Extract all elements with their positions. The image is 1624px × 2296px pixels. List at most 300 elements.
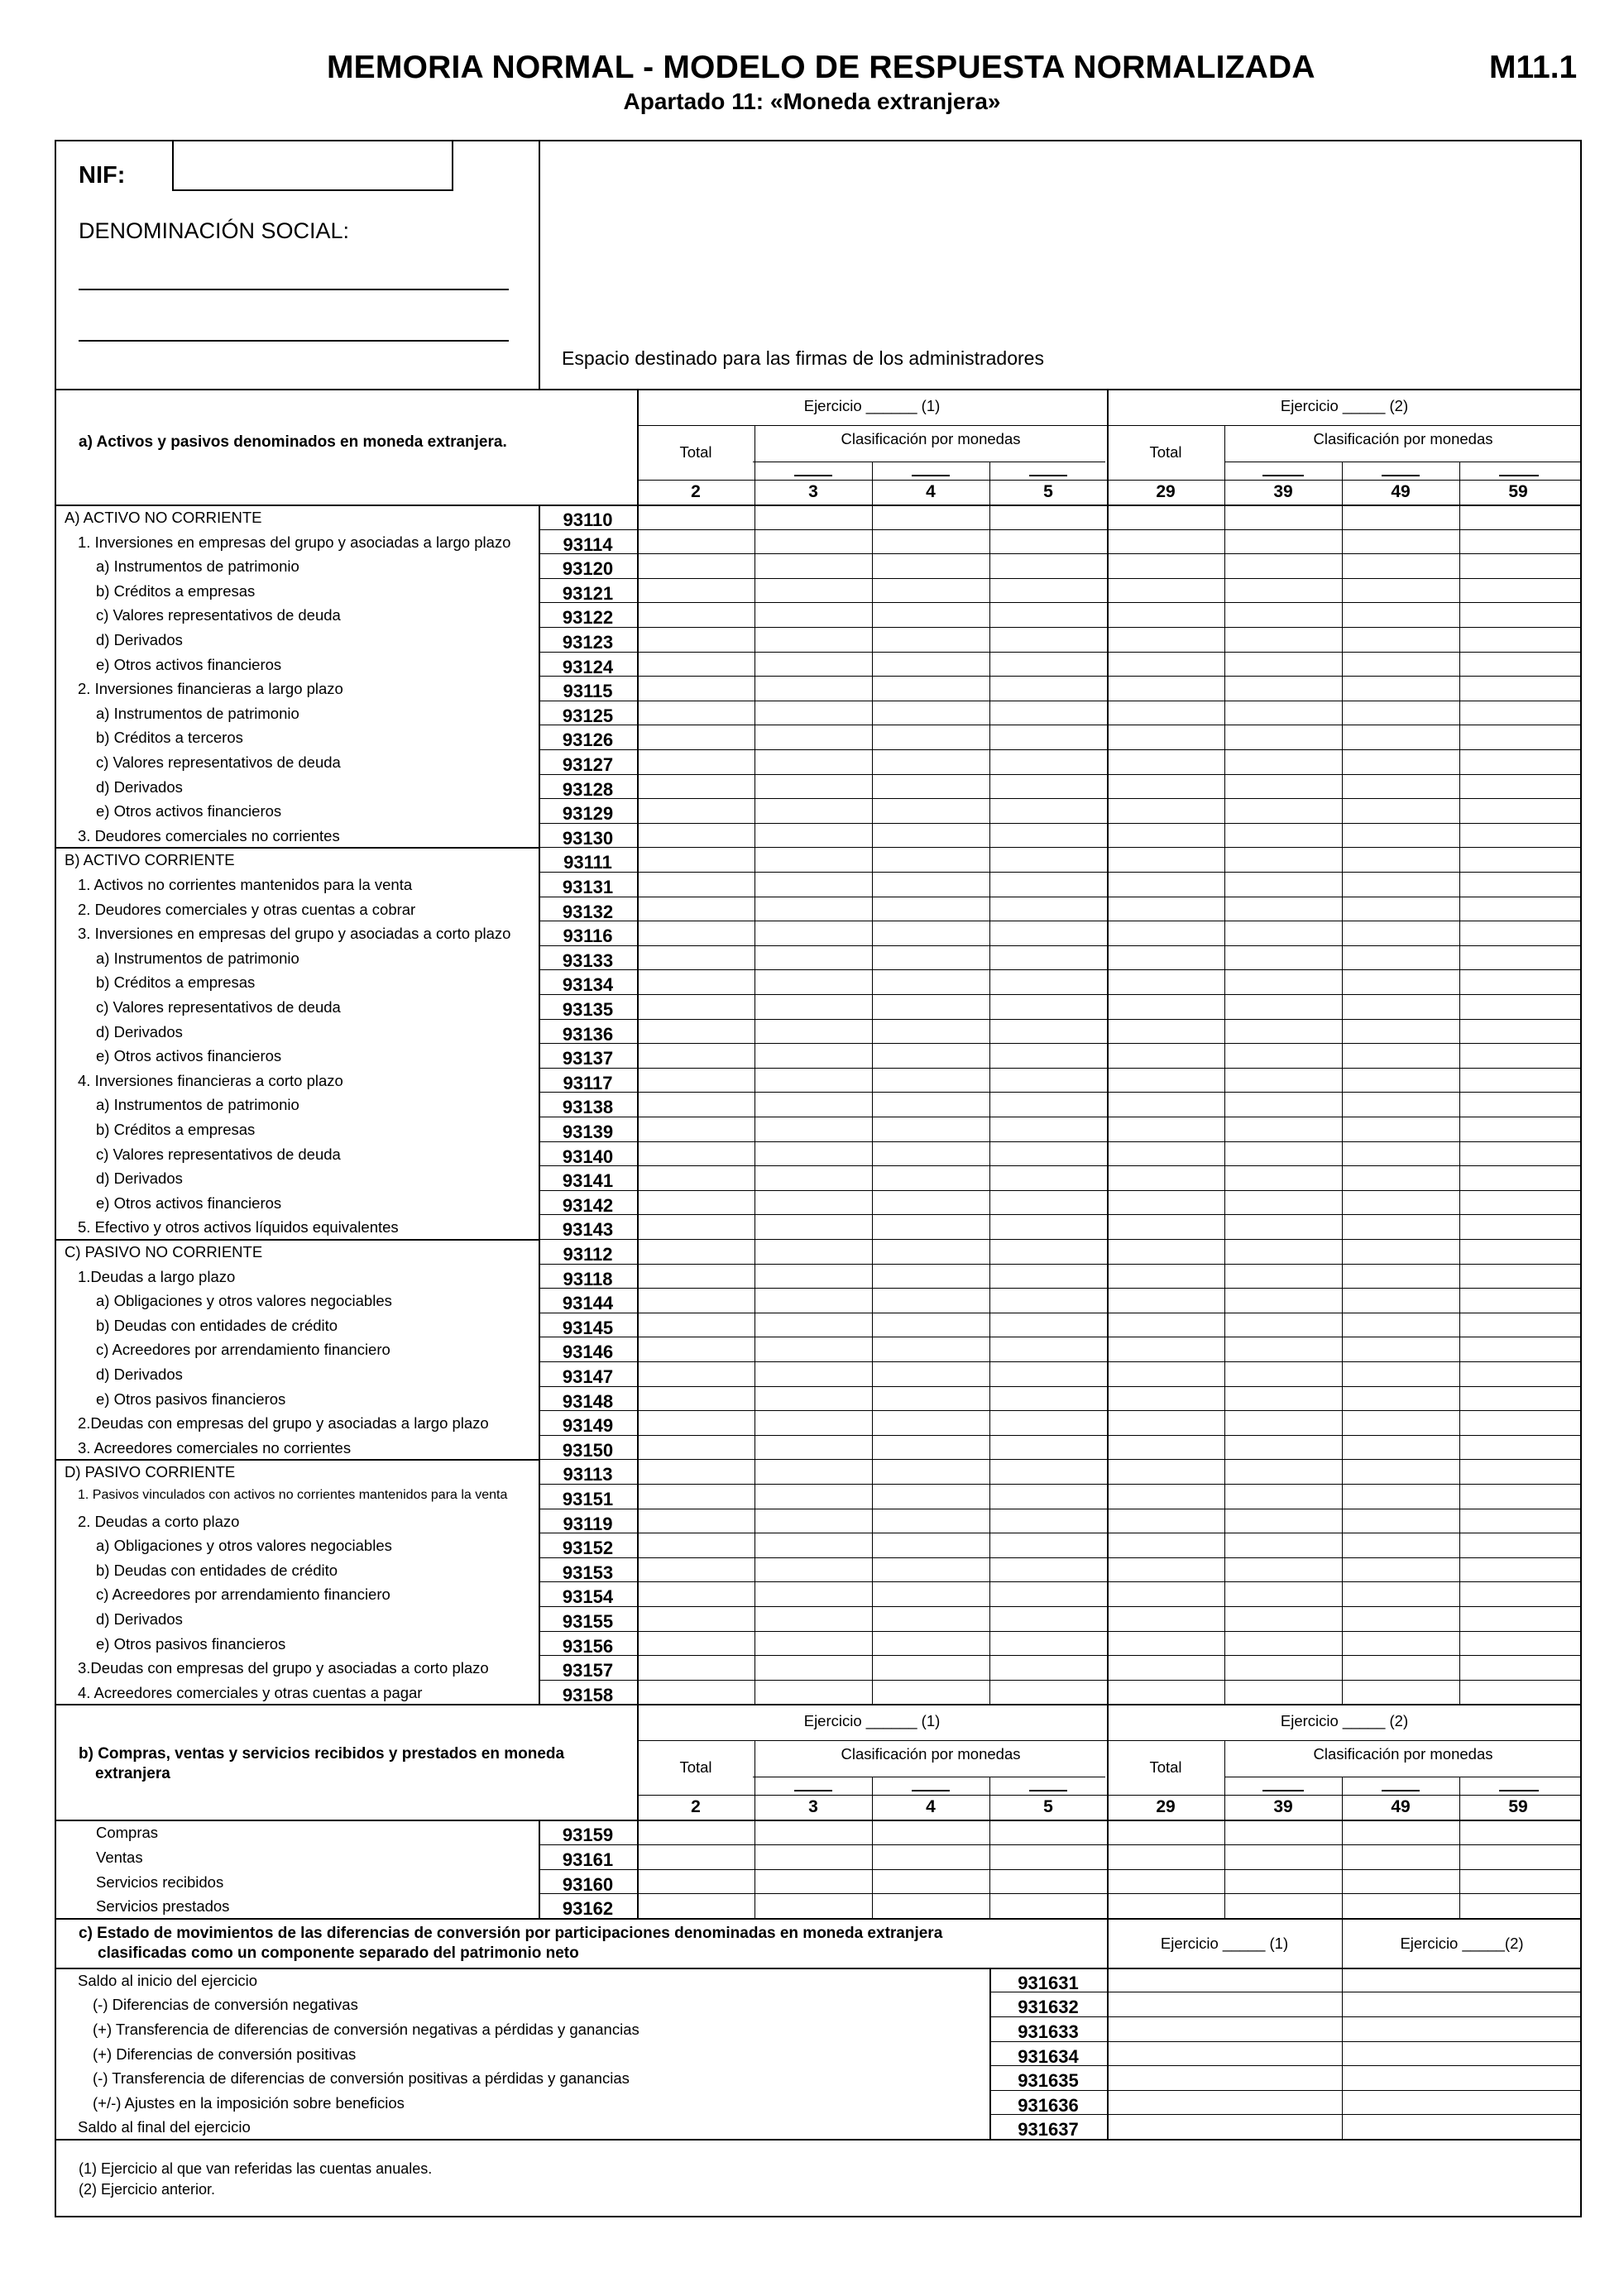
section-c-input-cell[interactable] <box>1108 1992 1341 2016</box>
section_a-input-cell[interactable] <box>755 505 871 529</box>
section_a-input-cell[interactable] <box>1343 1436 1459 1459</box>
section_a-input-cell[interactable] <box>1343 1337 1459 1361</box>
section_a-input-cell[interactable] <box>1460 799 1576 822</box>
section_a-input-cell[interactable] <box>1225 677 1341 700</box>
section_a-input-cell[interactable] <box>1225 725 1341 749</box>
section_b-input-cell[interactable] <box>1108 1870 1224 1893</box>
section_a-input-cell[interactable] <box>638 579 754 602</box>
section_a-input-cell[interactable] <box>1108 1362 1224 1385</box>
section_a-input-cell[interactable] <box>1225 579 1341 602</box>
section_b-input-cell[interactable] <box>1225 1870 1341 1893</box>
section_a-input-cell[interactable] <box>990 799 1106 822</box>
section_a-input-cell[interactable] <box>1460 628 1576 651</box>
section_a-input-cell[interactable] <box>1343 1215 1459 1238</box>
section_a-input-cell[interactable] <box>1225 603 1341 626</box>
section_a-input-cell[interactable] <box>1108 530 1224 553</box>
section_b-input-cell[interactable] <box>755 1820 871 1844</box>
section_a-input-cell[interactable] <box>1460 1582 1576 1605</box>
section_a-input-cell[interactable] <box>1343 701 1459 725</box>
section_a-input-cell[interactable] <box>1343 921 1459 945</box>
section_a-input-cell[interactable] <box>755 1362 871 1385</box>
section_a-input-cell[interactable] <box>873 1117 989 1141</box>
section_a-input-cell[interactable] <box>638 1411 754 1434</box>
section_a-input-cell[interactable] <box>638 1215 754 1238</box>
section_a-input-cell[interactable] <box>1343 1533 1459 1557</box>
section_a-input-cell[interactable] <box>1225 554 1341 577</box>
section_a-input-cell[interactable] <box>990 1215 1106 1238</box>
section_a-input-cell[interactable] <box>990 1607 1106 1630</box>
section_a-input-cell[interactable] <box>755 750 871 773</box>
section_a-input-cell[interactable] <box>873 970 989 993</box>
section_a-input-cell[interactable] <box>638 946 754 969</box>
section_a-input-cell[interactable] <box>755 530 871 553</box>
section_a-input-cell[interactable] <box>1343 946 1459 969</box>
section_a-input-cell[interactable] <box>1108 995 1224 1018</box>
section_a-input-cell[interactable] <box>1460 1632 1576 1655</box>
section_a-input-cell[interactable] <box>638 1020 754 1043</box>
section_a-input-cell[interactable] <box>873 1460 989 1483</box>
section_a-input-cell[interactable] <box>990 1681 1106 1704</box>
section_a-input-cell[interactable] <box>1225 1044 1341 1067</box>
section_a-input-cell[interactable] <box>755 1558 871 1581</box>
currency-blank-a-2[interactable] <box>1029 475 1067 476</box>
section_a-input-cell[interactable] <box>1225 1411 1341 1434</box>
section_a-input-cell[interactable] <box>990 775 1106 798</box>
section_a-input-cell[interactable] <box>873 1607 989 1630</box>
section_a-input-cell[interactable] <box>1343 799 1459 822</box>
section_a-input-cell[interactable] <box>990 1558 1106 1581</box>
section_a-input-cell[interactable] <box>755 848 871 871</box>
currency-blank-a-1[interactable] <box>912 475 950 476</box>
section_a-input-cell[interactable] <box>638 1337 754 1361</box>
section_a-input-cell[interactable] <box>1108 921 1224 945</box>
section_a-input-cell[interactable] <box>990 1362 1106 1385</box>
currency-blank-b-0[interactable] <box>794 1790 832 1791</box>
denominacion-line-1[interactable] <box>79 289 509 290</box>
section_a-input-cell[interactable] <box>1343 824 1459 847</box>
section_a-input-cell[interactable] <box>1108 970 1224 993</box>
section_a-input-cell[interactable] <box>755 775 871 798</box>
section_a-input-cell[interactable] <box>990 725 1106 749</box>
section_a-input-cell[interactable] <box>1460 848 1576 871</box>
section_b-input-cell[interactable] <box>873 1820 989 1844</box>
section_a-input-cell[interactable] <box>873 725 989 749</box>
section_a-input-cell[interactable] <box>1225 1681 1341 1704</box>
section_a-input-cell[interactable] <box>1460 1681 1576 1704</box>
section_a-input-cell[interactable] <box>1343 1509 1459 1533</box>
section_a-input-cell[interactable] <box>1108 1411 1224 1434</box>
section_a-input-cell[interactable] <box>755 1093 871 1116</box>
section_a-input-cell[interactable] <box>755 1411 871 1434</box>
section-c-input-cell[interactable] <box>1108 2042 1341 2065</box>
section_a-input-cell[interactable] <box>755 1265 871 1288</box>
section_a-input-cell[interactable] <box>1460 1240 1576 1263</box>
section_a-input-cell[interactable] <box>638 750 754 773</box>
section_a-input-cell[interactable] <box>1343 1582 1459 1605</box>
section_a-input-cell[interactable] <box>1108 677 1224 700</box>
section_a-input-cell[interactable] <box>873 603 989 626</box>
section_a-input-cell[interactable] <box>873 1411 989 1434</box>
section_a-input-cell[interactable] <box>638 653 754 676</box>
section_a-input-cell[interactable] <box>638 1509 754 1533</box>
currency-blank-a-0[interactable] <box>794 475 832 476</box>
section_a-input-cell[interactable] <box>1225 1558 1341 1581</box>
section_a-input-cell[interactable] <box>1108 1191 1224 1214</box>
section_a-input-cell[interactable] <box>990 505 1106 529</box>
section_a-input-cell[interactable] <box>1225 1020 1341 1043</box>
section_a-input-cell[interactable] <box>755 1607 871 1630</box>
section_a-input-cell[interactable] <box>755 995 871 1018</box>
nif-input[interactable] <box>172 140 453 191</box>
section_a-input-cell[interactable] <box>755 897 871 921</box>
section_a-input-cell[interactable] <box>755 1582 871 1605</box>
section_a-input-cell[interactable] <box>1343 1681 1459 1704</box>
section_a-input-cell[interactable] <box>873 1215 989 1238</box>
section_b-input-cell[interactable] <box>1225 1894 1341 1917</box>
section_a-input-cell[interactable] <box>1343 775 1459 798</box>
section-c-input-cell[interactable] <box>1108 1968 1341 1992</box>
section_a-input-cell[interactable] <box>990 824 1106 847</box>
section_b-input-cell[interactable] <box>1108 1820 1224 1844</box>
section_b-input-cell[interactable] <box>1343 1845 1459 1868</box>
section_a-input-cell[interactable] <box>1108 897 1224 921</box>
section_a-input-cell[interactable] <box>1460 1142 1576 1165</box>
section_a-input-cell[interactable] <box>990 1265 1106 1288</box>
section_a-input-cell[interactable] <box>1225 1582 1341 1605</box>
currency-blank-b-4[interactable] <box>1382 1790 1420 1791</box>
section_a-input-cell[interactable] <box>990 995 1106 1018</box>
section_a-input-cell[interactable] <box>1343 677 1459 700</box>
section_a-input-cell[interactable] <box>873 579 989 602</box>
section_a-input-cell[interactable] <box>1343 1240 1459 1263</box>
section_a-input-cell[interactable] <box>873 1387 989 1410</box>
section_a-input-cell[interactable] <box>638 897 754 921</box>
section_a-input-cell[interactable] <box>1343 848 1459 871</box>
section_a-input-cell[interactable] <box>873 1289 989 1312</box>
section_a-input-cell[interactable] <box>1225 1485 1341 1508</box>
section_a-input-cell[interactable] <box>1460 1069 1576 1092</box>
section_b-input-cell[interactable] <box>990 1820 1106 1844</box>
section_a-input-cell[interactable] <box>755 677 871 700</box>
section_a-input-cell[interactable] <box>873 1632 989 1655</box>
section_a-input-cell[interactable] <box>755 1142 871 1165</box>
section_a-input-cell[interactable] <box>638 1313 754 1337</box>
section_a-input-cell[interactable] <box>1108 505 1224 529</box>
section_a-input-cell[interactable] <box>1225 799 1341 822</box>
section_b-input-cell[interactable] <box>1460 1894 1576 1917</box>
section_a-input-cell[interactable] <box>873 946 989 969</box>
section_a-input-cell[interactable] <box>1108 1265 1224 1288</box>
section_a-input-cell[interactable] <box>1108 1485 1224 1508</box>
section_a-input-cell[interactable] <box>638 1681 754 1704</box>
section_a-input-cell[interactable] <box>990 1166 1106 1189</box>
section_a-input-cell[interactable] <box>1225 995 1341 1018</box>
section_a-input-cell[interactable] <box>638 824 754 847</box>
section_a-input-cell[interactable] <box>755 1681 871 1704</box>
section_a-input-cell[interactable] <box>1460 1166 1576 1189</box>
section_a-input-cell[interactable] <box>1225 1607 1341 1630</box>
section_a-input-cell[interactable] <box>638 505 754 529</box>
section_b-input-cell[interactable] <box>873 1845 989 1868</box>
section_a-input-cell[interactable] <box>1225 1265 1341 1288</box>
section_a-input-cell[interactable] <box>638 1093 754 1116</box>
section_a-input-cell[interactable] <box>1225 1656 1341 1679</box>
section_a-input-cell[interactable] <box>1225 1069 1341 1092</box>
section_a-input-cell[interactable] <box>638 1582 754 1605</box>
section-c-input-cell[interactable] <box>1343 2042 1580 2065</box>
section_a-input-cell[interactable] <box>1108 873 1224 896</box>
section_b-input-cell[interactable] <box>990 1894 1106 1917</box>
section_b-input-cell[interactable] <box>1225 1820 1341 1844</box>
section_a-input-cell[interactable] <box>1343 1656 1459 1679</box>
section_a-input-cell[interactable] <box>873 750 989 773</box>
section_a-input-cell[interactable] <box>1108 799 1224 822</box>
section_a-input-cell[interactable] <box>638 554 754 577</box>
section_a-input-cell[interactable] <box>990 1069 1106 1092</box>
section_a-input-cell[interactable] <box>1225 1240 1341 1263</box>
section_a-input-cell[interactable] <box>1460 530 1576 553</box>
section_a-input-cell[interactable] <box>1460 1436 1576 1459</box>
section_a-input-cell[interactable] <box>990 530 1106 553</box>
section_a-input-cell[interactable] <box>990 1142 1106 1165</box>
section_a-input-cell[interactable] <box>990 1632 1106 1655</box>
section_a-input-cell[interactable] <box>1108 701 1224 725</box>
section_a-input-cell[interactable] <box>990 1411 1106 1434</box>
section_a-input-cell[interactable] <box>1460 1411 1576 1434</box>
section_a-input-cell[interactable] <box>990 750 1106 773</box>
section_a-input-cell[interactable] <box>1460 1387 1576 1410</box>
section_a-input-cell[interactable] <box>873 897 989 921</box>
section_a-input-cell[interactable] <box>873 921 989 945</box>
section_a-input-cell[interactable] <box>638 1387 754 1410</box>
section_a-input-cell[interactable] <box>873 848 989 871</box>
section_a-input-cell[interactable] <box>1460 1215 1576 1238</box>
section_a-input-cell[interactable] <box>1108 1313 1224 1337</box>
section_a-input-cell[interactable] <box>873 1362 989 1385</box>
currency-blank-b-2[interactable] <box>1029 1790 1067 1791</box>
currency-blank-a-4[interactable] <box>1382 475 1420 476</box>
section_a-input-cell[interactable] <box>638 775 754 798</box>
section_a-input-cell[interactable] <box>755 1166 871 1189</box>
section_a-input-cell[interactable] <box>1225 653 1341 676</box>
section_a-input-cell[interactable] <box>873 873 989 896</box>
denominacion-line-2[interactable] <box>79 340 509 342</box>
section_a-input-cell[interactable] <box>1343 1265 1459 1288</box>
section_a-input-cell[interactable] <box>873 1656 989 1679</box>
section_b-input-cell[interactable] <box>638 1820 754 1844</box>
section_a-input-cell[interactable] <box>873 701 989 725</box>
section_a-input-cell[interactable] <box>873 505 989 529</box>
currency-blank-b-3[interactable] <box>1262 1790 1304 1791</box>
section_a-input-cell[interactable] <box>1343 1093 1459 1116</box>
section_a-input-cell[interactable] <box>638 1632 754 1655</box>
section_a-input-cell[interactable] <box>755 970 871 993</box>
section_a-input-cell[interactable] <box>1225 848 1341 871</box>
section-c-input-cell[interactable] <box>1343 2091 1580 2114</box>
section_a-input-cell[interactable] <box>1108 725 1224 749</box>
section_a-input-cell[interactable] <box>873 1533 989 1557</box>
section_a-input-cell[interactable] <box>638 628 754 651</box>
section_a-input-cell[interactable] <box>990 1387 1106 1410</box>
section_b-input-cell[interactable] <box>1108 1845 1224 1868</box>
section_a-input-cell[interactable] <box>1343 554 1459 577</box>
section_a-input-cell[interactable] <box>1108 1582 1224 1605</box>
section_a-input-cell[interactable] <box>1343 1020 1459 1043</box>
section_a-input-cell[interactable] <box>755 1215 871 1238</box>
section_a-input-cell[interactable] <box>1460 1607 1576 1630</box>
section_a-input-cell[interactable] <box>873 799 989 822</box>
section_a-input-cell[interactable] <box>990 1533 1106 1557</box>
section_a-input-cell[interactable] <box>1343 995 1459 1018</box>
section_a-input-cell[interactable] <box>990 653 1106 676</box>
section_a-input-cell[interactable] <box>1225 701 1341 725</box>
section_a-input-cell[interactable] <box>1108 1020 1224 1043</box>
section_a-input-cell[interactable] <box>1108 1215 1224 1238</box>
section_a-input-cell[interactable] <box>755 799 871 822</box>
section_a-input-cell[interactable] <box>755 1436 871 1459</box>
section_a-input-cell[interactable] <box>873 1265 989 1288</box>
section_a-input-cell[interactable] <box>1343 1411 1459 1434</box>
section_a-input-cell[interactable] <box>1343 1632 1459 1655</box>
section_a-input-cell[interactable] <box>873 530 989 553</box>
section_a-input-cell[interactable] <box>755 946 871 969</box>
section_a-input-cell[interactable] <box>990 946 1106 969</box>
section_a-input-cell[interactable] <box>755 1656 871 1679</box>
section_a-input-cell[interactable] <box>990 1436 1106 1459</box>
section_a-input-cell[interactable] <box>755 628 871 651</box>
section_a-input-cell[interactable] <box>1225 970 1341 993</box>
section_a-input-cell[interactable] <box>1460 1044 1576 1067</box>
section_a-input-cell[interactable] <box>1343 603 1459 626</box>
section_a-input-cell[interactable] <box>873 1485 989 1508</box>
section_a-input-cell[interactable] <box>1460 653 1576 676</box>
section-c-input-cell[interactable] <box>1343 2066 1580 2089</box>
section_a-input-cell[interactable] <box>1225 1387 1341 1410</box>
section_a-input-cell[interactable] <box>1460 1020 1576 1043</box>
section_a-input-cell[interactable] <box>990 1582 1106 1605</box>
section_a-input-cell[interactable] <box>1225 1509 1341 1533</box>
section_a-input-cell[interactable] <box>638 1460 754 1483</box>
section-c-input-cell[interactable] <box>1343 1968 1580 1992</box>
section_a-input-cell[interactable] <box>1343 1289 1459 1312</box>
section_a-input-cell[interactable] <box>1108 1681 1224 1704</box>
section_a-input-cell[interactable] <box>1225 505 1341 529</box>
section_a-input-cell[interactable] <box>1225 1436 1341 1459</box>
section_b-input-cell[interactable] <box>755 1894 871 1917</box>
section_a-input-cell[interactable] <box>873 775 989 798</box>
section_a-input-cell[interactable] <box>1108 1607 1224 1630</box>
section_b-input-cell[interactable] <box>1343 1820 1459 1844</box>
section_a-input-cell[interactable] <box>1343 579 1459 602</box>
section_a-input-cell[interactable] <box>990 628 1106 651</box>
section_b-input-cell[interactable] <box>755 1870 871 1893</box>
section_a-input-cell[interactable] <box>1108 1558 1224 1581</box>
section_a-input-cell[interactable] <box>755 603 871 626</box>
section_a-input-cell[interactable] <box>1225 921 1341 945</box>
signatures-area[interactable] <box>542 142 1578 341</box>
section_a-input-cell[interactable] <box>638 1533 754 1557</box>
section_b-input-cell[interactable] <box>1343 1870 1459 1893</box>
section_a-input-cell[interactable] <box>1343 873 1459 896</box>
section_a-input-cell[interactable] <box>1343 653 1459 676</box>
section_a-input-cell[interactable] <box>755 1044 871 1067</box>
section_a-input-cell[interactable] <box>990 603 1106 626</box>
section_a-input-cell[interactable] <box>990 970 1106 993</box>
section_a-input-cell[interactable] <box>638 799 754 822</box>
section_a-input-cell[interactable] <box>1343 1069 1459 1092</box>
section_a-input-cell[interactable] <box>990 677 1106 700</box>
section_a-input-cell[interactable] <box>1225 946 1341 969</box>
section_a-input-cell[interactable] <box>755 725 871 749</box>
section_a-input-cell[interactable] <box>1108 1240 1224 1263</box>
section_a-input-cell[interactable] <box>873 1240 989 1263</box>
section_a-input-cell[interactable] <box>990 701 1106 725</box>
section_a-input-cell[interactable] <box>755 1020 871 1043</box>
section_a-input-cell[interactable] <box>638 1069 754 1092</box>
section_b-input-cell[interactable] <box>1460 1870 1576 1893</box>
section_a-input-cell[interactable] <box>638 1265 754 1288</box>
section_a-input-cell[interactable] <box>1460 603 1576 626</box>
section_a-input-cell[interactable] <box>1225 873 1341 896</box>
section_a-input-cell[interactable] <box>755 824 871 847</box>
section_a-input-cell[interactable] <box>1225 824 1341 847</box>
section_a-input-cell[interactable] <box>638 848 754 871</box>
section-c-input-cell[interactable] <box>1108 2115 1341 2138</box>
section_a-input-cell[interactable] <box>638 1362 754 1385</box>
section_a-input-cell[interactable] <box>1460 1656 1576 1679</box>
section_a-input-cell[interactable] <box>638 1191 754 1214</box>
section_a-input-cell[interactable] <box>1460 677 1576 700</box>
section_a-input-cell[interactable] <box>873 995 989 1018</box>
section_b-input-cell[interactable] <box>755 1845 871 1868</box>
section_a-input-cell[interactable] <box>755 1337 871 1361</box>
section_a-input-cell[interactable] <box>990 1044 1106 1067</box>
section_a-input-cell[interactable] <box>990 579 1106 602</box>
section_a-input-cell[interactable] <box>873 677 989 700</box>
section_a-input-cell[interactable] <box>1108 848 1224 871</box>
section_a-input-cell[interactable] <box>1343 1191 1459 1214</box>
section_a-input-cell[interactable] <box>990 1460 1106 1483</box>
section_a-input-cell[interactable] <box>1225 628 1341 651</box>
section_a-input-cell[interactable] <box>1108 653 1224 676</box>
section_a-input-cell[interactable] <box>1108 628 1224 651</box>
section_a-input-cell[interactable] <box>638 1485 754 1508</box>
currency-blank-a-3[interactable] <box>1262 475 1304 476</box>
section_a-input-cell[interactable] <box>755 873 871 896</box>
section_a-input-cell[interactable] <box>638 677 754 700</box>
section_a-input-cell[interactable] <box>873 1436 989 1459</box>
section_a-input-cell[interactable] <box>990 1509 1106 1533</box>
section_a-input-cell[interactable] <box>873 1166 989 1189</box>
section_b-input-cell[interactable] <box>1460 1820 1576 1844</box>
section_a-input-cell[interactable] <box>755 921 871 945</box>
section_a-input-cell[interactable] <box>755 1509 871 1533</box>
section_a-input-cell[interactable] <box>873 1044 989 1067</box>
section_a-input-cell[interactable] <box>638 873 754 896</box>
section_a-input-cell[interactable] <box>1225 1191 1341 1214</box>
section_a-input-cell[interactable] <box>1108 1387 1224 1410</box>
section_a-input-cell[interactable] <box>755 1191 871 1214</box>
section_a-input-cell[interactable] <box>1225 1166 1341 1189</box>
section_a-input-cell[interactable] <box>1460 873 1576 896</box>
section_a-input-cell[interactable] <box>1460 579 1576 602</box>
section_a-input-cell[interactable] <box>873 1142 989 1165</box>
section_a-input-cell[interactable] <box>1460 824 1576 847</box>
section_a-input-cell[interactable] <box>1108 1289 1224 1312</box>
section_a-input-cell[interactable] <box>755 701 871 725</box>
section_a-input-cell[interactable] <box>1343 1313 1459 1337</box>
section_a-input-cell[interactable] <box>1460 1533 1576 1557</box>
